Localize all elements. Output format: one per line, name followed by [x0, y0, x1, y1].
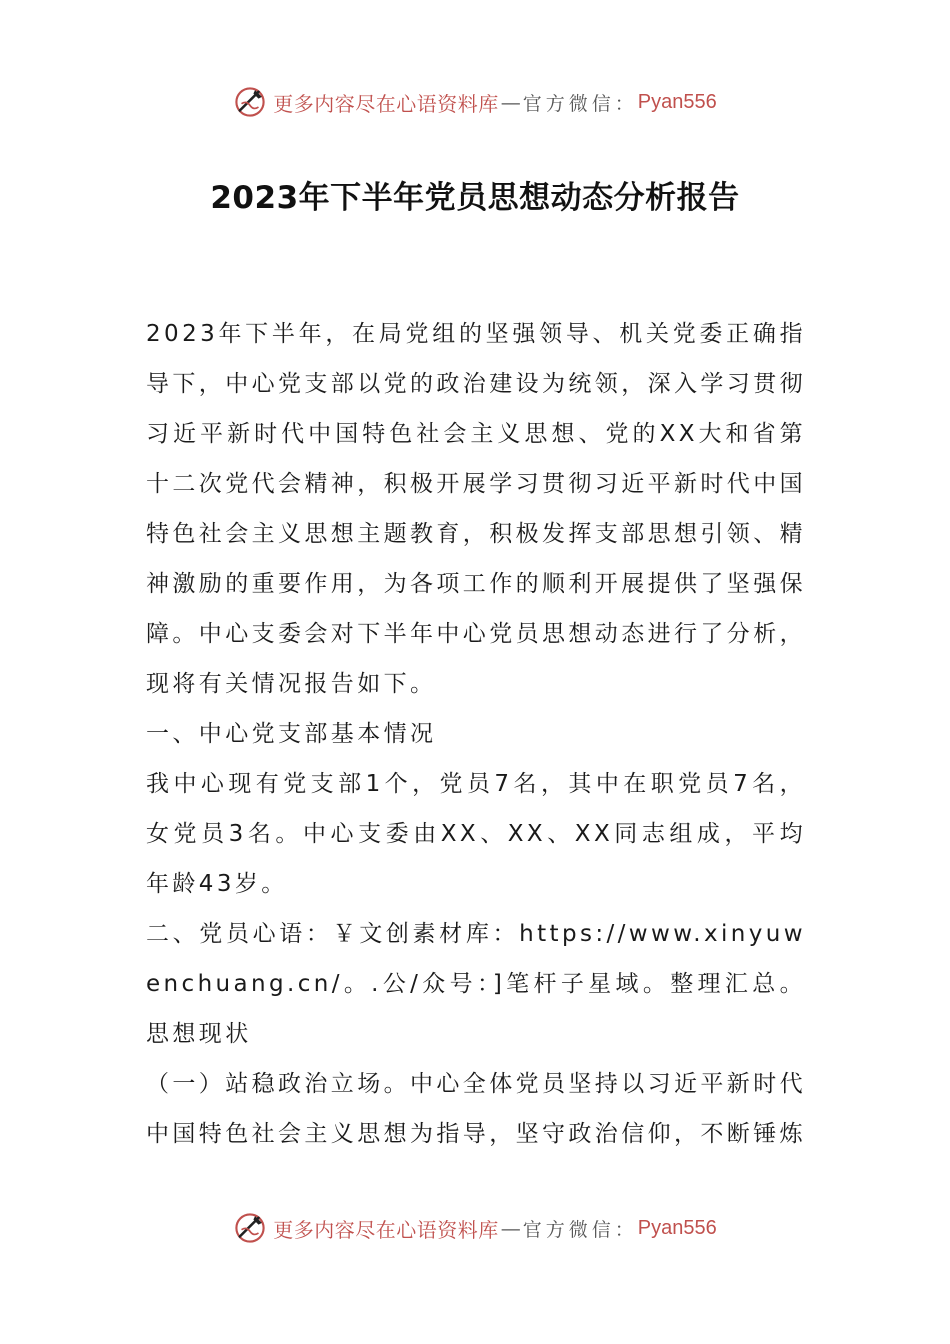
section-heading-1: 一、中心党支部基本情况: [146, 721, 437, 747]
document-body: [146, 309, 806, 1159]
document-title: 2023年下半年党员思想动态分析报告: [210, 180, 740, 216]
subsection-paragraph-1: （一）站稳政治立场。中心全体党员坚持以习近平新时代中国特色社会主义思想为指导，坚守政治信仰，不断锤炼: [146, 1071, 806, 1147]
basic-info-paragraph: 我中心现有党支部1个，党员7名，其中在职党员7名，女党员3名。中心支委由XX、XX、XX同志组成，平均年龄43岁。: [146, 771, 806, 897]
banner-main-text: 更多内容尽在心语资料库: [273, 1217, 499, 1242]
banner-official-label: 官方微信：: [522, 1218, 638, 1241]
header-watermark-banner: [0, 82, 950, 122]
footer-watermark-banner: [0, 1208, 950, 1248]
banner-separator: —: [500, 90, 521, 114]
banner-wechat-id: Pyan556: [637, 90, 717, 113]
banner-official-label: 官方微信：: [522, 92, 638, 115]
banner-wechat-id: Pyan556: [637, 1216, 717, 1239]
section-heading-2: 二、党员心语：￥文创素材库：https://www.xinyuwenchuang.cn/。.公/众号：]笔杆子星域。整理汇总。思想现状: [146, 921, 806, 1047]
banner-main-text: 更多内容尽在心语资料库: [273, 91, 499, 116]
pen-logo-icon: [233, 85, 267, 119]
intro-paragraph: 2023年下半年，在局党组的坚强领导、机关党委正确指导下，中心党支部以党的政治建设为统领，深入学习贯彻习近平新时代中国特色社会主义思想、党的XX大和省第十二次党代会精神，积极开展学习贯彻习近平新时代中国特色社会主义思想主题教育，积极发挥支部思想引领、精神激励的重要作用，为各项工作的顺利开展提供了坚强保障。中心支委会对下半年中心党员思想动态进行了分析，现将有关情况报告如下。: [146, 321, 806, 697]
pen-logo-icon: [233, 1211, 267, 1245]
banner-separator: —: [500, 1216, 521, 1240]
